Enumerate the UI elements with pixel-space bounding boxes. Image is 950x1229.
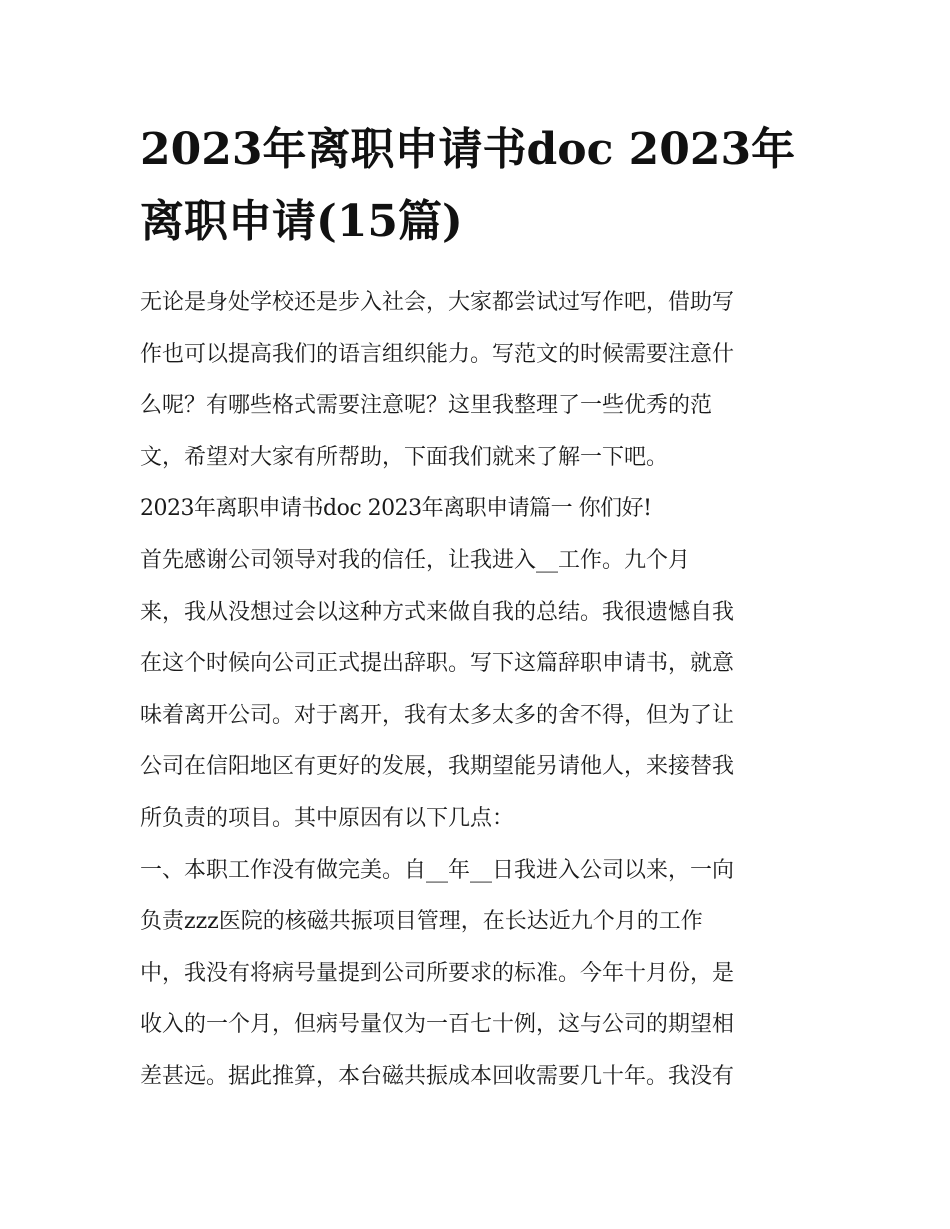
body-line: 无论是身处学校还是步入社会，大家都尝试过写作吧，借助写 <box>140 290 735 315</box>
body-line: 作也可以提高我们的语言组织能力。写范文的时候需要注意什 <box>140 341 735 367</box>
body-line: 收入的一个月，但病号量仅为一百七十例，这与公司的期望相 <box>140 1012 735 1038</box>
body-line: 所负责的项目。其中原因有以下几点： <box>140 805 515 831</box>
body-line: 公司在信阳地区有更好的发展，我期望能另请他人，来接替我 <box>140 754 735 780</box>
document-body <box>140 277 820 1103</box>
section-heading-line: 2023年离职申请书doc 2023年离职申请篇一 你们好! <box>140 496 652 522</box>
body-line: 么呢？有哪些格式需要注意呢？这里我整理了一些优秀的范 <box>140 393 713 419</box>
body-line: 首先感谢公司领导对我的信任，让我进入__工作。九个月 <box>140 547 691 573</box>
body-line: 差甚远。据此推算，本台磁共振成本回收需要几十年。我没有 <box>140 1063 735 1089</box>
body-line: 来，我从没想过会以这种方式来做自我的总结。我很遗憾自我 <box>140 599 735 625</box>
document-title <box>140 114 820 258</box>
body-line: 在这个时候向公司正式提出辞职。写下这篇辞职申请书，就意 <box>140 651 735 677</box>
title-line-1: 2023年离职申请书doc 2023年 <box>140 124 796 175</box>
body-line: 味着离开公司。对于离开，我有太多太多的舍不得，但为了让 <box>140 702 735 728</box>
body-line: 一、本职工作没有做完美。自__年__日我进入公司以来，一向 <box>140 857 735 883</box>
body-line: 文，希望对大家有所帮助，下面我们就来了解一下吧。 <box>140 444 669 470</box>
body-line: 负责zzz医院的核磁共振项目管理，在长达近九个月的工作 <box>140 909 703 935</box>
title-line-2: 离职申请(15篇) <box>140 196 463 247</box>
body-line: 中，我没有将病号量提到公司所要求的标准。今年十月份，是 <box>140 960 735 986</box>
